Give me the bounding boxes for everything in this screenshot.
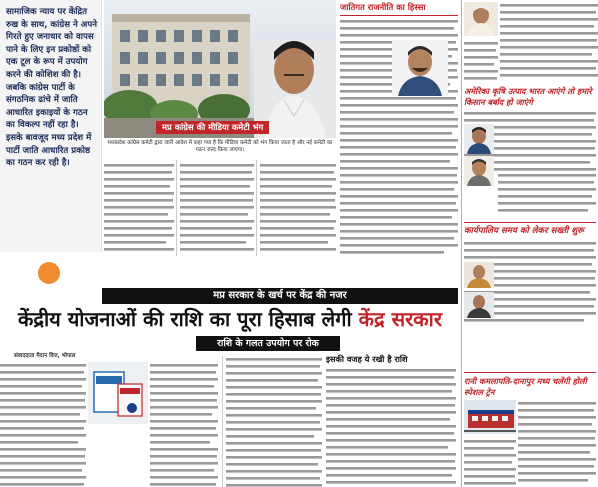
right-portrait-5: [464, 292, 494, 318]
text-lines: [464, 40, 498, 84]
right-story-4-body: [518, 400, 596, 487]
medicine-box-image: [88, 362, 148, 424]
banner-headline: [0, 306, 460, 332]
right-headline-2: कार्यपालिय समय को लेकर सख्ती शुरू: [464, 226, 584, 236]
bottom-byline: संवाददाता मैदान वित्त, भोपाल: [14, 353, 76, 359]
side-story-headline: जातिगत राजनीति का हिस्सा: [340, 2, 426, 12]
banner-headline-accent: केंद्र सरकार: [358, 307, 443, 331]
right-story-2-body-cont: [498, 172, 596, 218]
portrait-image: [464, 124, 494, 154]
photo-caption: मप्र कांग्रेस की मीडिया कमेटी भंग: [156, 121, 269, 134]
banner-subheadline: राशि के गलत उपयोग पर रोक: [217, 338, 319, 349]
text-lines: [500, 2, 598, 84]
main-story-column-2: [180, 162, 254, 254]
right-section-rule: [464, 372, 596, 373]
column-divider: [176, 160, 177, 256]
section-logo-mark: [38, 262, 60, 284]
right-portrait-4: [464, 262, 494, 288]
main-story-column-1: [104, 162, 174, 254]
main-photo: [104, 0, 336, 138]
text-lines: [498, 172, 596, 218]
column-divider: [256, 160, 257, 256]
portrait-image: [464, 292, 494, 318]
bottom-column-2: [150, 362, 218, 487]
text-lines: [180, 162, 254, 254]
right-story-1-body-cont: [464, 40, 498, 84]
bottom-column-3: [226, 356, 322, 487]
right-portrait-2: [464, 124, 494, 154]
text-lines: [104, 162, 174, 254]
photo-subcaption: मध्यप्रदेश कांग्रेस कमेटी द्वारा जारी आदेश में कहा गया है कि मीडिया कमेटी को भंग किया जाता है और नई कमेटी का गठन जल्द किया जाएगा।: [107, 140, 333, 154]
train-photo: [464, 400, 516, 434]
column-divider: [222, 356, 223, 487]
text-lines: [0, 362, 86, 487]
text-lines: [226, 356, 322, 487]
portrait-image: [464, 156, 494, 186]
right-portrait-3: [464, 156, 494, 186]
portrait-image: [464, 262, 494, 288]
right-section-rule: [464, 222, 596, 223]
side-story-portrait: [392, 40, 448, 96]
banner-subheadline-bar: [196, 336, 340, 351]
right-headline-1: अमेरिका कृषि उत्पाद भारत आएंगे तो हमारे किसान बर्बाद हो जाएंगे: [464, 86, 592, 107]
portrait-image: [392, 40, 448, 96]
train-image: [464, 400, 516, 434]
right-story-1-body: [500, 2, 598, 84]
right-story-4-body-cont: [464, 438, 516, 487]
text-lines: [150, 362, 218, 487]
portrait-image: [464, 2, 498, 36]
text-lines: [326, 367, 456, 487]
bottom-column-1: [0, 362, 86, 487]
bottom-column-4: [326, 367, 456, 487]
banner-kicker-bar: [102, 288, 458, 304]
right-column-divider: [461, 0, 462, 487]
left-promo-box: [0, 0, 102, 252]
building-image: [104, 0, 336, 138]
left-promo-text: सामाजिक न्याय पर केंद्रित रुख के साथ, कांग्रेस ने अपने गिरते हुए जनाधार को वापस पाने के लिए इन प्रकोष्ठों को एक टूल के रूप में उपयोग करने की कोशिश की है। जबकि कांग्रेस पार्टी के संगठनिक ढांचे में जाति आधारित इकाइयों के गठन का विकल्प नहीं रहा है। इसके बावजूद मध्य प्रदेश में पार्टी जाति आधारित प्रकोष्ठ का गठन कर रही है।: [6, 7, 97, 169]
text-lines: [464, 438, 516, 487]
banner-kicker: मप्र सरकार के खर्च पर केंद्र की नजर: [213, 290, 347, 301]
banner-headline-main: केंद्रीय योजनाओं की राशि का पूरा हिसाब लेगी: [17, 307, 359, 331]
text-lines: [260, 162, 336, 254]
right-portrait-1: [464, 2, 498, 36]
text-lines: [518, 400, 596, 487]
medicine-photo: [88, 362, 148, 424]
right-headline-3: रानी कमलापति-दानापुर मध्य चलेंगी होली स्पेशल ट्रेन: [464, 376, 587, 397]
side-story-divider: [340, 15, 458, 16]
bottom-section-head: इसकी वजह ये रखी है राशि: [326, 354, 408, 364]
main-story-column-3: [260, 162, 336, 254]
